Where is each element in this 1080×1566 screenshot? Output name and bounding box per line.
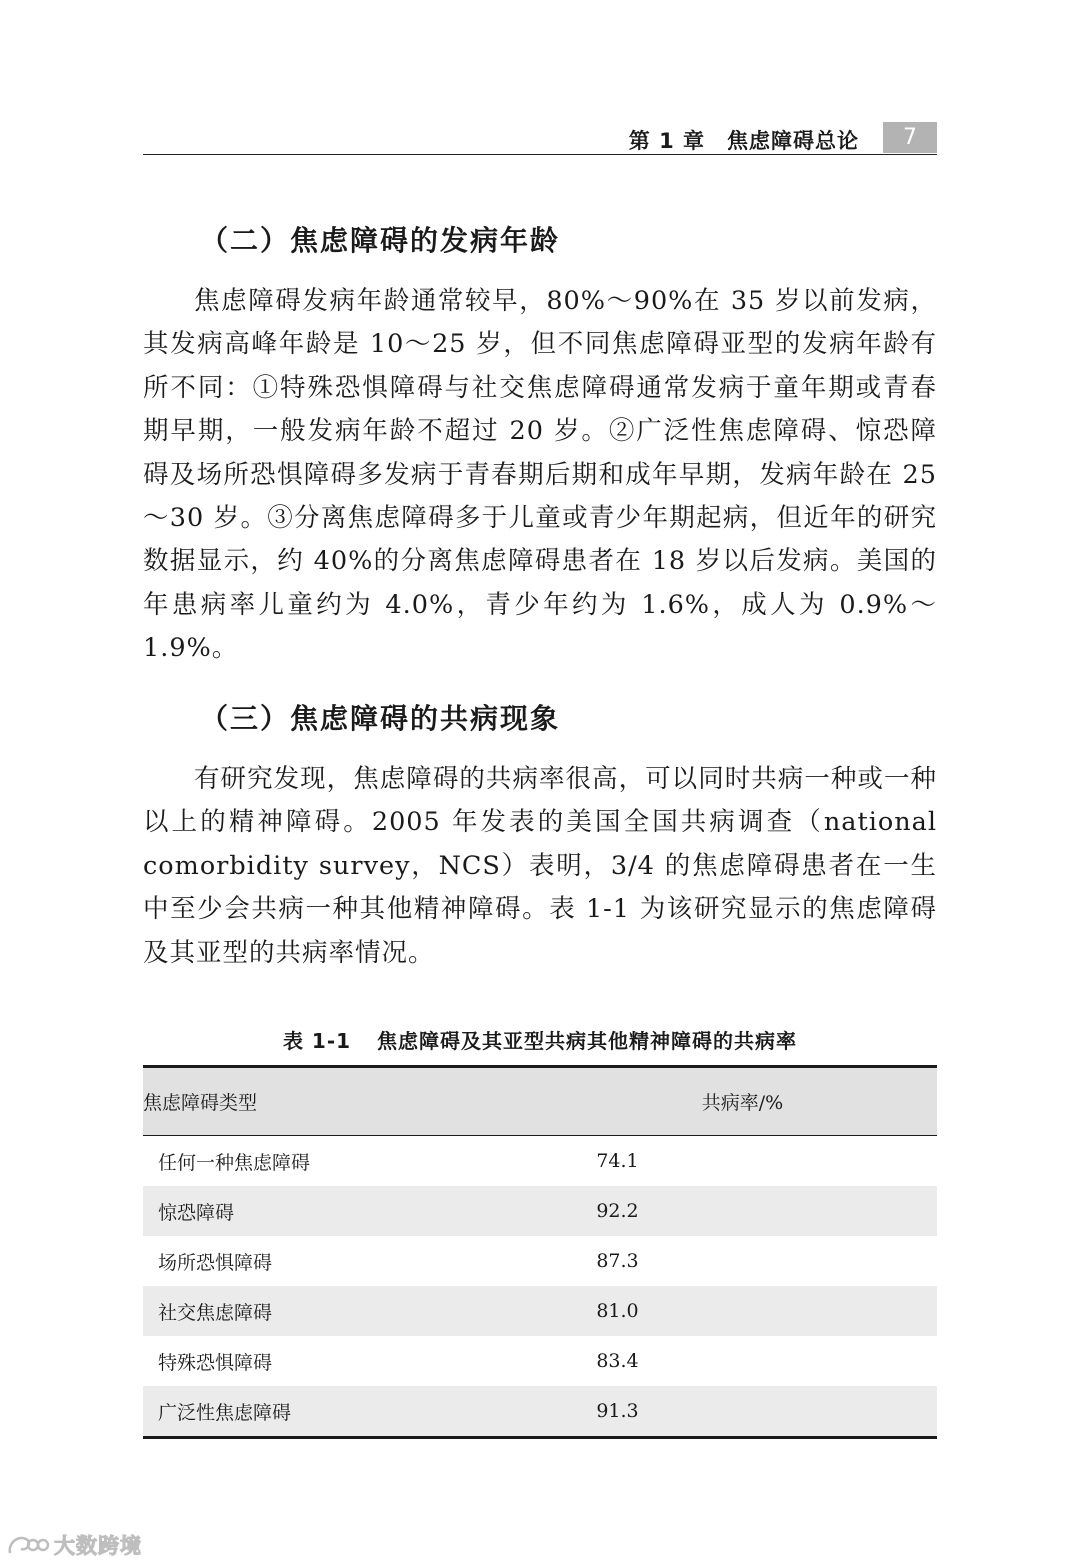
table-caption-number: 表 1-1 (282, 1029, 352, 1053)
table-row (143, 1286, 937, 1336)
header-disorder-type: 焦虑障碍类型 (143, 1067, 548, 1136)
chapter-title: 第 1 章 焦虑障碍总论 (628, 129, 859, 153)
cell-comorbidity-rate: 92.2 (596, 1200, 639, 1222)
table-row (143, 1136, 937, 1187)
cell-disorder-type: 惊恐障碍 (158, 1201, 235, 1224)
table-row (143, 1336, 937, 1386)
comorbidity-table (143, 1065, 937, 1439)
cell-disorder-type: 任何一种焦虑障碍 (158, 1151, 311, 1174)
section-heading-onset-age: （二）焦虑障碍的发病年龄 (200, 224, 561, 257)
header-comorbidity-rate: 共病率/% (548, 1067, 937, 1136)
cell-comorbidity-rate: 83.4 (596, 1350, 639, 1372)
table-row (143, 1236, 937, 1286)
watermark-text: 大数跨境 (54, 1534, 142, 1558)
paragraph-comorbidity: 有研究发现，焦虑障碍的共病率很高，可以同时共病一种或一种以上的精神障碍。2005 年发表的美国全国共病调查（national comorbidity survey，NCS）表明，3/4 的焦虑障碍患者在一生中至少会共病一种其他精神障碍。表 1-1 为该研究显示的焦虑障碍及其亚型的共病率情况。 (143, 764, 937, 968)
table-caption (143, 1025, 937, 1054)
table-row (143, 1186, 937, 1236)
section-heading-comorbidity: （三）焦虑障碍的共病现象 (200, 702, 561, 735)
cell-comorbidity-rate: 81.0 (596, 1300, 639, 1322)
cell-comorbidity-rate: 74.1 (596, 1150, 639, 1172)
running-header (143, 120, 937, 155)
table-header-row (143, 1067, 937, 1136)
cell-disorder-type: 场所恐惧障碍 (158, 1251, 273, 1274)
cell-disorder-type: 特殊恐惧障碍 (158, 1351, 273, 1374)
cell-disorder-type: 社交焦虑障碍 (158, 1301, 273, 1324)
table-row (143, 1386, 937, 1438)
cell-comorbidity-rate: 87.3 (596, 1250, 639, 1272)
swirl-logo-icon (6, 1531, 50, 1559)
cell-disorder-type: 广泛性焦虑障碍 (143, 1386, 548, 1438)
page-number: 7 (883, 122, 937, 153)
paragraph-onset-age: 焦虑障碍发病年龄通常较早，80%～90%在 35 岁以前发病，其发病高峰年龄是 10～25 岁，但不同焦虑障碍亚型的发病年龄有所不同：①特殊恐惧障碍与社交焦虑障碍通常发病于童年期或青春期早期，一般发病年龄不超过 20 岁。②广泛性焦虑障碍、惊恐障碍及场所恐惧障碍多发病于青春期后期和成年早期，发病年龄在 25～30 岁。③分离焦虑障碍多于儿童或青少年期起病，但近年的研究数据显示，约 40%的分离焦虑障碍患者在 18 岁以后发病。美国的年患病率儿童约为 4.0%，青少年约为 1.6%，成人为 0.9%～1.9%。 (143, 286, 937, 664)
table-caption-title: 焦虑障碍及其亚型共病其他精神障碍的共病率 (377, 1029, 798, 1053)
watermark (6, 1530, 142, 1560)
cell-comorbidity-rate: 91.3 (548, 1386, 937, 1438)
